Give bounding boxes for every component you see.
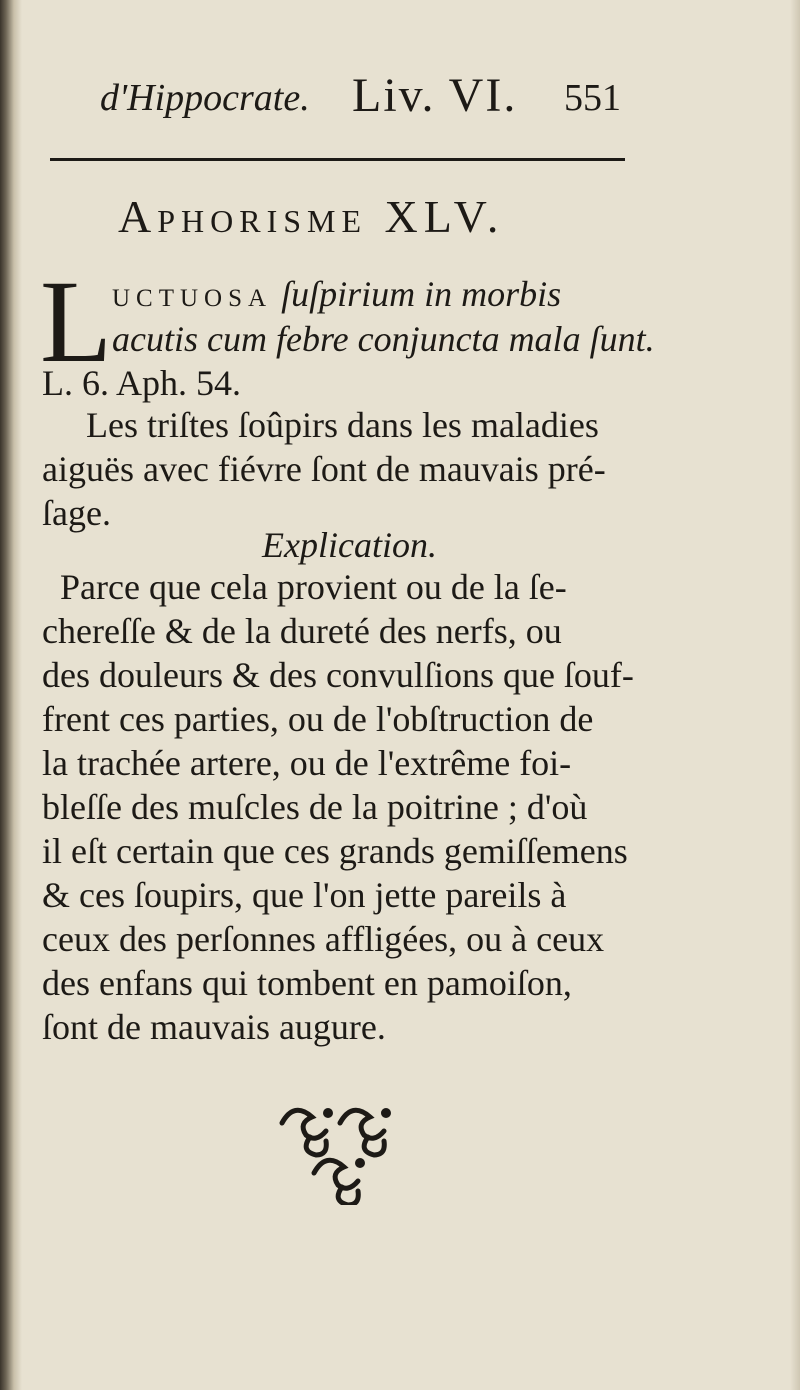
header-rule — [50, 158, 625, 161]
running-title: d'Hippocrate. — [100, 77, 310, 119]
explication-line: ſont de mauvais augure. — [42, 1007, 386, 1047]
running-header — [100, 68, 640, 128]
page-number: 551 — [564, 77, 621, 119]
explication-line: ceux des perſonnes affligées, ou à ceux — [42, 919, 605, 959]
explication-line: chereſſe & de la dureté des nerfs, ou — [42, 611, 562, 651]
french-line: ſage. — [42, 493, 111, 533]
french-line: aiguës avec fiévre ſont de mauvais pré- — [42, 449, 606, 489]
explication-line: la trachée artere, ou de l'extrême foi- — [42, 743, 572, 783]
book-label: Liv. VI. — [352, 69, 518, 122]
explication-line: il eſt certain que ces grands gemiſſemens — [42, 831, 628, 871]
aphorism-reference: L. 6. Aph. 54. — [42, 363, 242, 403]
explication-heading: Explication. — [262, 525, 437, 565]
drop-cap: L — [40, 256, 113, 387]
french-line: Les triſtes ſoûpirs dans les maladies — [86, 405, 599, 445]
explication-line: des enfans qui tombent en pamoiſon, — [42, 963, 572, 1003]
fleuron-ornament-icon — [270, 1085, 420, 1205]
explication-line: Parce que cela provient ou de la ſe- — [60, 567, 567, 607]
latin-small-caps: uctuosa — [112, 274, 273, 314]
aphorism-title: Aphorisme XLV. — [118, 191, 505, 242]
latin-line-2: acutis cum febre conjuncta mala ſunt. — [112, 319, 655, 359]
book-spine-shadow — [0, 0, 22, 1390]
explication-line: frent ces parties, ou de l'obſtruction de — [42, 699, 594, 739]
latin-line-1-rest: ſuſpirium in morbis — [272, 274, 562, 314]
page-edge-shadow — [790, 0, 800, 1390]
explication-line: bleſſe des muſcles de la poitrine ; d'où — [42, 787, 588, 827]
explication-line: & ces ſoupirs, que l'on jette pareils à — [42, 875, 567, 915]
explication-line: des douleurs & des convulſions que ſouf- — [42, 655, 634, 695]
latin-line-1 — [112, 273, 561, 315]
